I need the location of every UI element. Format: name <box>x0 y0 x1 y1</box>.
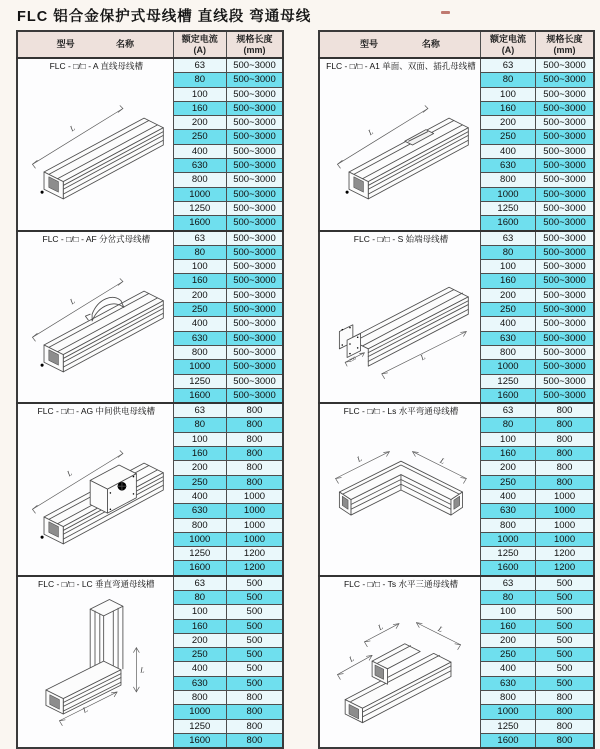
rated-current-value: 630 <box>173 504 226 518</box>
rated-current-value: 200 <box>173 116 226 130</box>
spec-length-value: 1000 <box>536 504 594 518</box>
rated-current-value: 80 <box>480 590 535 604</box>
spec-length-value: 500~3000 <box>226 303 283 317</box>
spec-length-value: 500 <box>536 648 594 662</box>
rated-current-value: 200 <box>480 116 535 130</box>
rated-current-value: 400 <box>480 317 535 331</box>
center-feed-busway-illustration <box>19 417 171 565</box>
rated-current-value: 63 <box>173 231 226 246</box>
spec-length-value: 800 <box>536 432 594 446</box>
spec-row <box>319 231 594 246</box>
rated-current-value: 160 <box>173 619 226 633</box>
rated-current-value: 1000 <box>173 532 226 546</box>
spec-length-value: 500~3000 <box>226 388 283 403</box>
svg-text:L: L <box>438 456 447 466</box>
spec-length-value: 500~3000 <box>226 201 283 215</box>
spec-length-value: 500~3000 <box>536 58 594 73</box>
rated-current-value: 400 <box>480 489 535 503</box>
spec-length-value: 500~3000 <box>536 360 594 374</box>
rated-current-value: 1600 <box>173 216 226 231</box>
rated-current-value: 400 <box>173 662 226 676</box>
rated-current-value: 800 <box>480 691 535 705</box>
spec-length-value: 800 <box>536 418 594 432</box>
page-title: FLC 铝合金保护式母线槽 直线段 弯通母线 <box>17 9 312 25</box>
spec-length-value: 500 <box>536 662 594 676</box>
rated-current-value: 250 <box>480 303 535 317</box>
rated-current-value: 1250 <box>173 719 226 733</box>
rated-current-value: 1000 <box>173 187 226 201</box>
spec-length-value: 1000 <box>536 518 594 532</box>
rated-current-value: 1000 <box>480 187 535 201</box>
rated-current-value: 400 <box>173 489 226 503</box>
spec-row <box>17 403 283 418</box>
spec-length-value: 500~3000 <box>536 101 594 115</box>
rated-current-value: 200 <box>480 633 535 647</box>
rated-current-value: 400 <box>173 317 226 331</box>
model-cell <box>17 403 173 576</box>
spec-length-value: 1000 <box>226 518 283 532</box>
spec-length-value: 500 <box>226 662 283 676</box>
busway-table-left <box>16 30 284 749</box>
spec-length-value: 800 <box>226 447 283 461</box>
spec-length-value: 500 <box>226 648 283 662</box>
spec-length-value: 800 <box>536 403 594 418</box>
spec-length-value: 800 <box>226 475 283 489</box>
spec-row <box>319 58 594 73</box>
svg-text:L: L <box>140 665 145 675</box>
rated-current-value: 630 <box>480 159 535 173</box>
rated-current-value: 80 <box>173 245 226 259</box>
rated-current-value: 1250 <box>173 374 226 388</box>
spec-length-value: 500~3000 <box>536 144 594 158</box>
spec-length-value: 500~3000 <box>536 87 594 101</box>
branch-busway-illustration <box>19 245 171 393</box>
spec-length-value: 800 <box>536 461 594 475</box>
svg-text:200: 200 <box>348 355 358 364</box>
spec-length-value: 1200 <box>226 547 283 561</box>
rated-current-value: 800 <box>480 345 535 359</box>
spec-length-value: 500~3000 <box>226 345 283 359</box>
svg-text:L: L <box>68 123 77 134</box>
spec-length-value: 500 <box>536 576 594 591</box>
model-cell <box>319 403 480 576</box>
rated-current-value: 160 <box>173 101 226 115</box>
horizontal-tee-busway-illustration <box>324 590 476 738</box>
spec-length-value: 500 <box>226 605 283 619</box>
spec-length-value: 500~3000 <box>226 116 283 130</box>
svg-text:L: L <box>418 351 427 362</box>
rated-current-value: 250 <box>480 475 535 489</box>
spec-length-value: 800 <box>226 403 283 418</box>
rated-current-value: 1250 <box>480 719 535 733</box>
spec-length-value: 500~3000 <box>226 173 283 187</box>
header-spec-length: 规格长度 (mm) <box>536 31 594 58</box>
svg-text:L: L <box>81 704 90 715</box>
model-cell <box>17 576 173 749</box>
horizontal-elbow-busway-illustration <box>324 417 476 565</box>
rated-current-value: 1000 <box>480 360 535 374</box>
spec-length-value: 800 <box>226 432 283 446</box>
spec-row <box>319 403 594 418</box>
spec-length-value: 500~3000 <box>226 73 283 87</box>
rated-current-value: 100 <box>173 87 226 101</box>
spec-length-value: 1200 <box>536 561 594 576</box>
spec-length-value: 500~3000 <box>226 317 283 331</box>
svg-text:L: L <box>347 653 356 664</box>
spec-length-value: 500~3000 <box>226 245 283 259</box>
rated-current-value: 200 <box>480 288 535 302</box>
rated-current-value: 63 <box>480 403 535 418</box>
spec-length-value: 500~3000 <box>536 116 594 130</box>
header-row <box>319 31 594 58</box>
rated-current-value: 1600 <box>480 216 535 231</box>
rated-current-value: 100 <box>480 432 535 446</box>
header-spec-length: 规格长度 (mm) <box>226 31 283 58</box>
rated-current-value: 630 <box>480 504 535 518</box>
rated-current-value: 63 <box>173 576 226 591</box>
rated-current-value: 100 <box>173 432 226 446</box>
rated-current-value: 1000 <box>173 360 226 374</box>
spec-length-value: 800 <box>536 733 594 748</box>
header-model-label: 型号 <box>56 39 75 50</box>
spec-length-value: 500~3000 <box>536 374 594 388</box>
spec-length-value: 500~3000 <box>536 303 594 317</box>
spec-length-value: 800 <box>226 705 283 719</box>
rated-current-value: 80 <box>480 73 535 87</box>
spec-length-value: 1000 <box>226 504 283 518</box>
rated-current-value: 200 <box>173 288 226 302</box>
model-cell <box>17 58 173 231</box>
spec-length-value: 800 <box>536 719 594 733</box>
model-cell <box>319 58 480 231</box>
spec-length-value: 500~3000 <box>226 360 283 374</box>
header-row <box>17 31 283 58</box>
rated-current-value: 1600 <box>173 561 226 576</box>
rated-current-value: 100 <box>480 87 535 101</box>
model-name: FLC - □/□ - LC 垂直弯通母线槽 <box>38 578 155 589</box>
model-name: FLC - □/□ - A1 单面、双面、插孔母线槽 <box>326 61 476 71</box>
catalog-tables <box>16 30 595 749</box>
rated-current-value: 250 <box>480 648 535 662</box>
spec-length-value: 500 <box>536 619 594 633</box>
rated-current-value: 160 <box>480 619 535 633</box>
spec-length-value: 500~3000 <box>226 101 283 115</box>
spec-length-value: 500~3000 <box>226 144 283 158</box>
model-name: FLC - □/□ - Ls 水平弯通母线槽 <box>343 406 459 417</box>
model-cell <box>17 231 173 404</box>
rated-current-value: 160 <box>173 274 226 288</box>
busway-table-right <box>318 30 595 749</box>
spec-length-value: 500 <box>226 619 283 633</box>
rated-current-value: 80 <box>173 73 226 87</box>
rated-current-value: 63 <box>173 403 226 418</box>
header-model-name <box>17 31 173 58</box>
rated-current-value: 250 <box>480 130 535 144</box>
rated-current-value: 800 <box>173 518 226 532</box>
spec-length-value: 1200 <box>226 561 283 576</box>
rated-current-value: 1000 <box>480 705 535 719</box>
plug-in-busway-illustration <box>324 72 476 220</box>
spec-length-value: 500~3000 <box>226 331 283 345</box>
rated-current-value: 630 <box>173 159 226 173</box>
rated-current-value: 100 <box>480 260 535 274</box>
spec-length-value: 500~3000 <box>536 231 594 246</box>
spec-length-value: 500 <box>536 605 594 619</box>
spec-length-value: 500 <box>226 576 283 591</box>
model-name: FLC - □/□ - AG 中间供电母线槽 <box>37 406 156 417</box>
rated-current-value: 80 <box>480 245 535 259</box>
spec-length-value: 800 <box>536 447 594 461</box>
spec-length-value: 500 <box>226 676 283 690</box>
svg-text:L: L <box>65 468 75 479</box>
spec-length-value: 500~3000 <box>536 173 594 187</box>
rated-current-value: 63 <box>480 58 535 73</box>
spec-row <box>17 231 283 246</box>
spec-length-value: 500~3000 <box>226 187 283 201</box>
rated-current-value: 630 <box>480 331 535 345</box>
spec-length-value: 500~3000 <box>226 58 283 73</box>
rated-current-value: 1250 <box>480 547 535 561</box>
spec-length-value: 500~3000 <box>536 245 594 259</box>
model-cell <box>319 576 480 749</box>
spec-length-value: 500 <box>536 676 594 690</box>
rated-current-value: 250 <box>173 648 226 662</box>
spec-length-value: 500~3000 <box>536 317 594 331</box>
rated-current-value: 200 <box>173 633 226 647</box>
spec-length-value: 500~3000 <box>536 216 594 231</box>
spec-length-value: 500 <box>226 633 283 647</box>
svg-text:L: L <box>68 295 77 306</box>
red-mark <box>441 11 450 14</box>
rated-current-value: 800 <box>173 691 226 705</box>
spec-length-value: 500 <box>536 590 594 604</box>
rated-current-value: 63 <box>173 58 226 73</box>
spec-length-value: 1000 <box>226 489 283 503</box>
rated-current-value: 1250 <box>173 547 226 561</box>
rated-current-value: 160 <box>480 274 535 288</box>
svg-text:L: L <box>376 621 385 632</box>
spec-length-value: 500~3000 <box>226 159 283 173</box>
svg-text:L: L <box>355 454 364 465</box>
spec-length-value: 1000 <box>536 489 594 503</box>
spec-length-value: 800 <box>536 705 594 719</box>
rated-current-value: 80 <box>173 590 226 604</box>
straight-busway-illustration <box>19 72 171 220</box>
spec-length-value: 500~3000 <box>536 288 594 302</box>
spec-length-value: 500~3000 <box>536 201 594 215</box>
head-end-busway-illustration <box>324 245 476 393</box>
rated-current-value: 250 <box>173 303 226 317</box>
spec-length-value: 500~3000 <box>536 331 594 345</box>
spec-length-value: 500 <box>536 633 594 647</box>
spec-length-value: 500~3000 <box>226 231 283 246</box>
spec-length-value: 800 <box>226 733 283 748</box>
rated-current-value: 630 <box>480 676 535 690</box>
header-rated-current: 额定电流 (A) <box>173 31 226 58</box>
rated-current-value: 1250 <box>480 201 535 215</box>
spec-length-value: 500~3000 <box>226 274 283 288</box>
spec-length-value: 500~3000 <box>536 159 594 173</box>
rated-current-value: 800 <box>173 173 226 187</box>
spec-length-value: 500~3000 <box>536 388 594 403</box>
rated-current-value: 100 <box>173 605 226 619</box>
rated-current-value: 160 <box>173 447 226 461</box>
rated-current-value: 80 <box>173 418 226 432</box>
rated-current-value: 160 <box>480 447 535 461</box>
rated-current-value: 100 <box>480 605 535 619</box>
rated-current-value: 1250 <box>173 201 226 215</box>
rated-current-value: 63 <box>480 576 535 591</box>
spec-length-value: 800 <box>226 719 283 733</box>
spec-length-value: 500~3000 <box>226 130 283 144</box>
rated-current-value: 800 <box>173 345 226 359</box>
spec-length-value: 800 <box>536 475 594 489</box>
rated-current-value: 630 <box>173 331 226 345</box>
rated-current-value: 250 <box>173 130 226 144</box>
model-cell <box>319 231 480 404</box>
spec-length-value: 500~3000 <box>226 87 283 101</box>
rated-current-value: 1600 <box>173 388 226 403</box>
spec-length-value: 500~3000 <box>226 288 283 302</box>
rated-current-value: 1600 <box>480 561 535 576</box>
model-name: FLC - □/□ - A 直线母线槽 <box>49 61 143 71</box>
header-model-label: 型号 <box>359 39 378 50</box>
rated-current-value: 80 <box>480 418 535 432</box>
rated-current-value: 630 <box>173 676 226 690</box>
rated-current-value: 1600 <box>480 388 535 403</box>
spec-length-value: 500~3000 <box>226 260 283 274</box>
model-name: FLC - □/□ - AF 分岔式母线槽 <box>42 233 151 244</box>
rated-current-value: 800 <box>480 173 535 187</box>
spec-length-value: 500~3000 <box>536 73 594 87</box>
spec-length-value: 500~3000 <box>536 130 594 144</box>
spec-length-value: 800 <box>226 461 283 475</box>
vertical-elbow-busway-illustration <box>19 590 171 738</box>
header-name-label: 名称 <box>115 39 134 50</box>
model-name: FLC - □/□ - Ts 水平三通母线槽 <box>343 578 458 589</box>
spec-row <box>17 576 283 591</box>
svg-text:L: L <box>366 127 375 138</box>
spec-row <box>17 58 283 73</box>
rated-current-value: 1000 <box>173 705 226 719</box>
spec-length-value: 1200 <box>536 547 594 561</box>
spec-length-value: 500~3000 <box>536 345 594 359</box>
rated-current-value: 1250 <box>480 374 535 388</box>
rated-current-value: 800 <box>480 518 535 532</box>
spec-row <box>319 576 594 591</box>
spec-length-value: 500~3000 <box>226 216 283 231</box>
svg-text:L: L <box>436 623 445 634</box>
rated-current-value: 400 <box>480 662 535 676</box>
spec-length-value: 1000 <box>226 532 283 546</box>
spec-length-value: 500~3000 <box>536 274 594 288</box>
header-rated-current: 额定电流 (A) <box>480 31 535 58</box>
header-model-name <box>319 31 480 58</box>
rated-current-value: 160 <box>480 101 535 115</box>
rated-current-value: 200 <box>173 461 226 475</box>
rated-current-value: 1600 <box>173 733 226 748</box>
rated-current-value: 1000 <box>480 532 535 546</box>
spec-length-value: 500~3000 <box>536 187 594 201</box>
spec-length-value: 500 <box>226 590 283 604</box>
rated-current-value: 250 <box>173 475 226 489</box>
spec-length-value: 500~3000 <box>536 260 594 274</box>
spec-length-value: 800 <box>226 691 283 705</box>
header-name-label: 名称 <box>421 39 440 50</box>
rated-current-value: 100 <box>173 260 226 274</box>
rated-current-value: 400 <box>480 144 535 158</box>
spec-length-value: 500~3000 <box>226 374 283 388</box>
spec-length-value: 1000 <box>536 532 594 546</box>
spec-length-value: 800 <box>536 691 594 705</box>
spec-length-value: 800 <box>226 418 283 432</box>
rated-current-value: 200 <box>480 461 535 475</box>
rated-current-value: 1600 <box>480 733 535 748</box>
rated-current-value: 63 <box>480 231 535 246</box>
model-name: FLC - □/□ - S 始端母线槽 <box>353 233 449 244</box>
rated-current-value: 400 <box>173 144 226 158</box>
